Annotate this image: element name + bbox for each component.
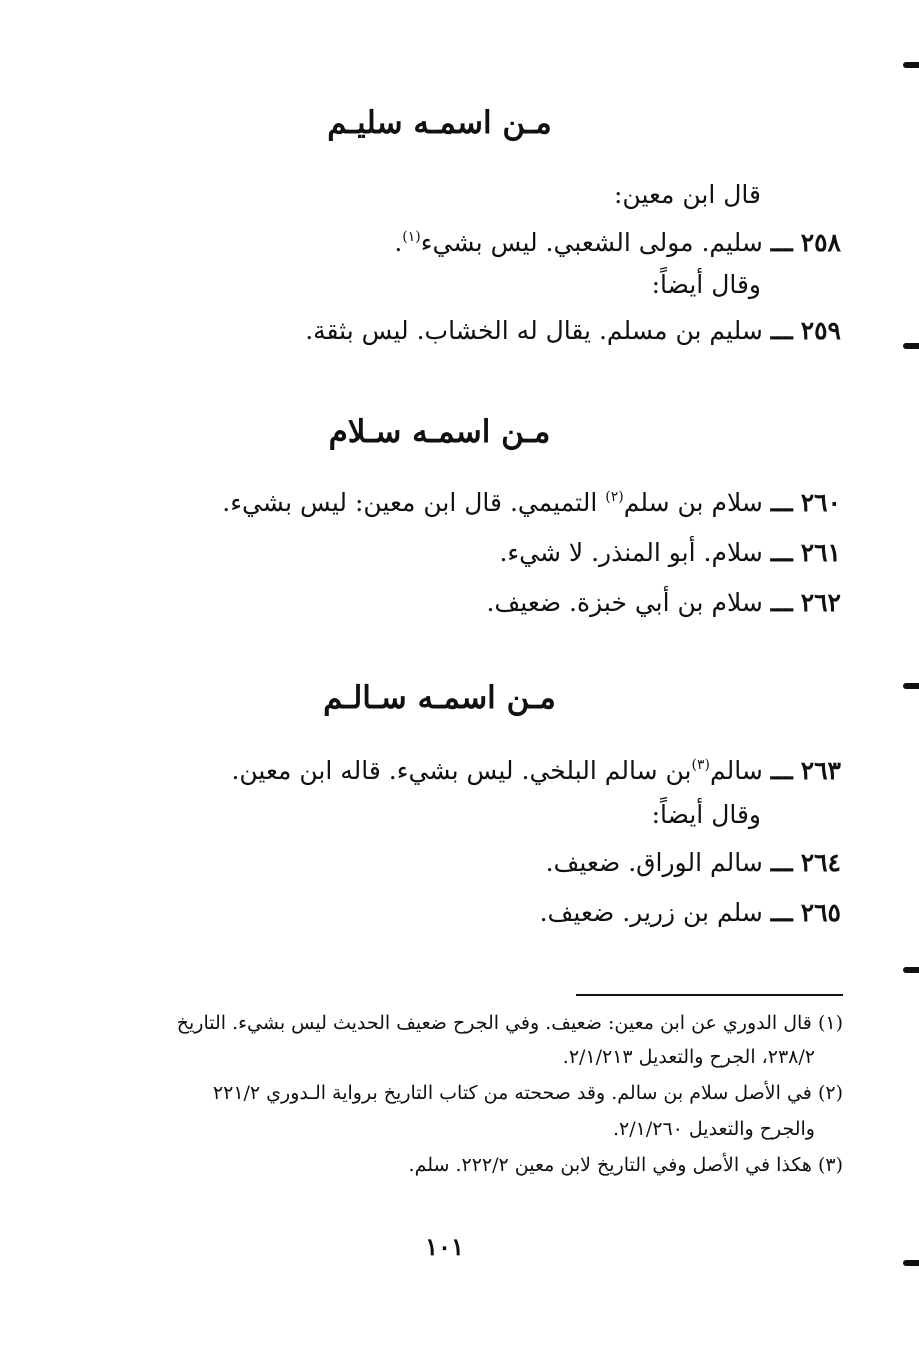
entry-259 xyxy=(60,316,841,345)
entry-number: ٢٥٩ xyxy=(800,316,841,345)
footnote-ref[interactable]: (١) xyxy=(402,229,421,245)
intro-line: قال ابن معين: xyxy=(613,180,761,209)
entry-number: ٢٦٤ xyxy=(800,848,841,877)
entry-265 xyxy=(60,898,841,927)
entry-dash: ـــ xyxy=(770,538,793,567)
footnote-label: (٣) xyxy=(817,1154,843,1176)
page-number: ١٠١ xyxy=(425,1232,464,1261)
footnote-text: في الأصل سلام بن سالم. وقد صححته من كتاب التاريخ برواية الـدوري ٢٢١/٢ xyxy=(212,1082,812,1104)
entry-text: التميمي. قال ابن معين: ليس بشيء. xyxy=(222,488,606,517)
entry-dash: ـــ xyxy=(770,228,793,257)
scan-edge-mark xyxy=(903,62,919,68)
footnote-2 xyxy=(55,1082,843,1104)
entry-number: ٢٦٣ xyxy=(800,756,841,785)
footnote-label: (١) xyxy=(817,1012,843,1034)
section-heading: مـن اسمـه سليـم xyxy=(327,105,552,141)
section-heading: مـن اسمـه سـالـم xyxy=(323,680,556,716)
entry-263 xyxy=(60,756,841,785)
entry-number: ٢٥٨ xyxy=(800,228,841,257)
entry-dash: ـــ xyxy=(770,316,793,345)
footnote-1-cont: ٢٣٨/٢، الجرح والتعديل ٢/١/٢١٣. xyxy=(562,1046,815,1068)
entry-text: سلام بن أبي خبزة. ضعيف. xyxy=(486,588,763,617)
entry-262 xyxy=(60,588,841,617)
entry-dash: ـــ xyxy=(770,848,793,877)
footnote-label: (٢) xyxy=(817,1082,843,1104)
entry-text: سلام. أبو المنذر. لا شيء. xyxy=(499,538,763,567)
entry-number: ٢٦٥ xyxy=(800,898,841,927)
entry-dash: ـــ xyxy=(770,756,793,785)
entry-dash: ـــ xyxy=(770,898,793,927)
entry-text: سليم. مولى الشعبي. ليس بشيء xyxy=(420,228,763,257)
entry-text: سليم بن مسلم. يقال له الخشاب. ليس بثقة. xyxy=(305,316,763,345)
scan-edge-mark xyxy=(903,1260,919,1266)
entry-text: سالم الوراق. ضعيف. xyxy=(545,848,763,877)
footnote-text: قال الدوري عن ابن معين: ضعيف. وفي الجرح ضعيف الحديث ليس بشيء. التاريخ xyxy=(176,1012,812,1034)
footnote-1 xyxy=(55,1012,843,1034)
entry-text: بن سالم البلخي. ليس بشيء. قاله ابن معين. xyxy=(231,756,692,785)
footnote-ref[interactable]: (٣) xyxy=(691,757,710,773)
entry-dash: ـــ xyxy=(770,488,793,517)
entry-261 xyxy=(60,538,841,567)
entry-text: سلم بن زرير. ضعيف. xyxy=(539,898,763,927)
entry-260 xyxy=(60,488,841,517)
footnote-separator xyxy=(576,994,843,996)
footnote-ref[interactable]: (٢) xyxy=(605,489,624,505)
mid-note: وقال أيضاً: xyxy=(651,270,761,299)
entry-text-pre: سلام بن سلم xyxy=(623,488,763,517)
entry-dash: ـــ xyxy=(770,588,793,617)
entry-number: ٢٦١ xyxy=(800,538,841,567)
footnote-2-cont: والجرح والتعديل ٢/١/٢٦٠. xyxy=(612,1118,815,1140)
entry-text-pre: سالم xyxy=(709,756,763,785)
entry-264 xyxy=(60,848,841,877)
scan-edge-mark xyxy=(903,967,919,973)
footnote-3 xyxy=(55,1154,843,1176)
entry-number: ٢٦٢ xyxy=(800,588,841,617)
entry-end: . xyxy=(394,228,403,257)
section-heading: مـن اسمـه سـلام xyxy=(328,414,551,450)
scan-edge-mark xyxy=(903,343,919,349)
scan-edge-mark xyxy=(903,683,919,689)
entry-number: ٢٦٠ xyxy=(800,488,841,517)
mid-note: وقال أيضاً: xyxy=(651,800,761,829)
entry-258 xyxy=(60,228,841,257)
footnote-text: هكذا في الأصل وفي التاريخ لابن معين ٢٢٢/٢. سلم. xyxy=(408,1154,812,1176)
